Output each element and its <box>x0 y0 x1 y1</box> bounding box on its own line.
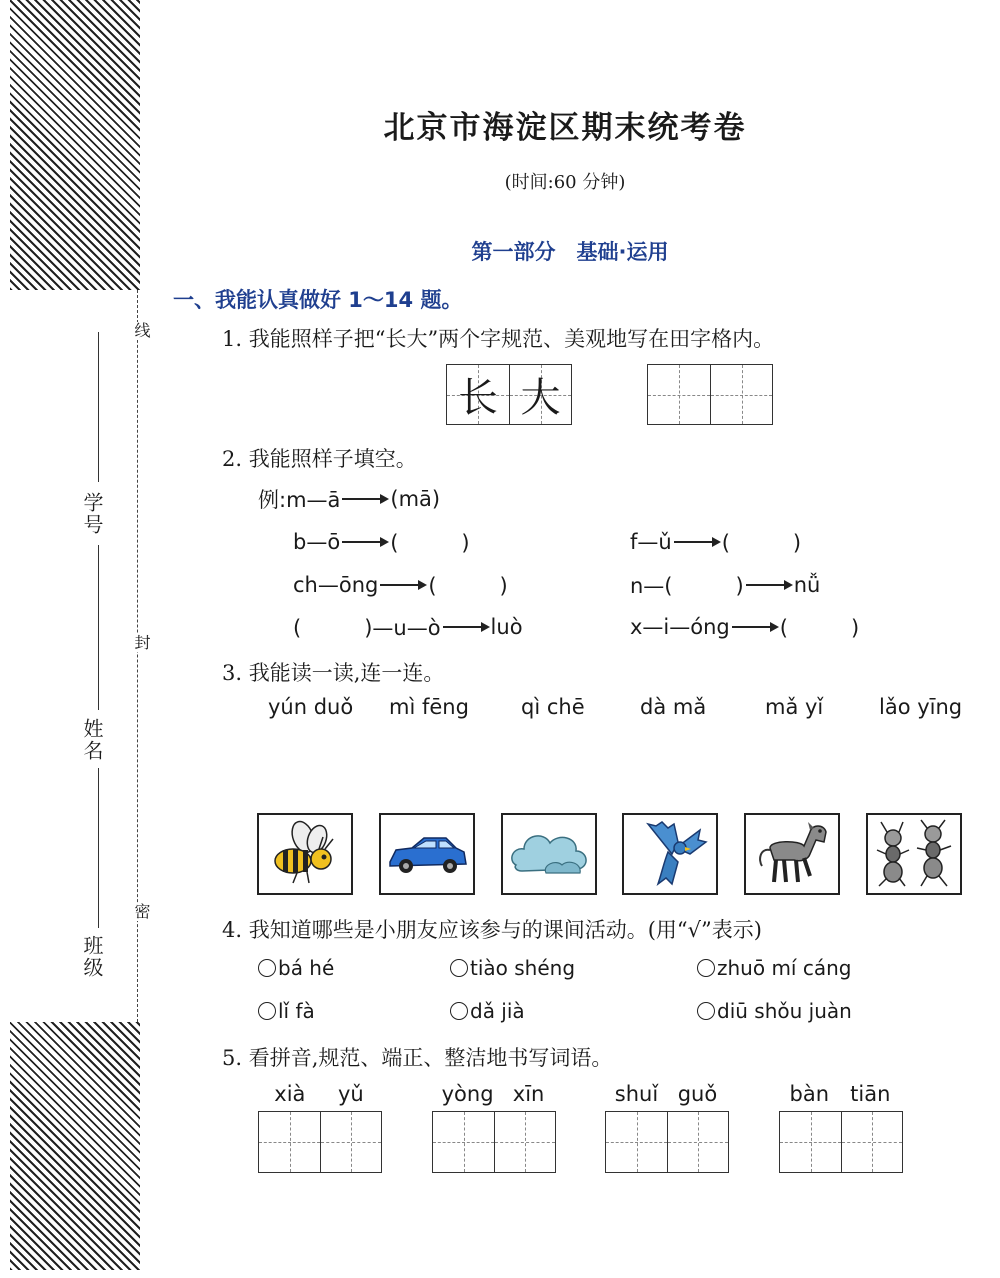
q2-item-1 <box>293 527 470 557</box>
q5-prompt: 5. 看拼音,规范、端正、整洁地书写词语。 <box>222 1046 613 1070</box>
student-id-blank[interactable] <box>98 332 99 482</box>
q3-pinyin-2[interactable]: mì fēng <box>389 695 469 719</box>
q4-option-2[interactable] <box>450 956 575 980</box>
margin-line-label: 线 <box>132 322 151 340</box>
q4-option-6[interactable] <box>697 999 852 1023</box>
q2-prompt: 2. 我能照样子填空。 <box>222 447 417 471</box>
q4-option-1-label: bá hé <box>278 956 335 980</box>
eagle-picture[interactable] <box>622 813 718 895</box>
q5-word-2-pinyin <box>432 1082 554 1106</box>
q5-word-4-syllable-2: tiān <box>850 1082 891 1106</box>
q4-option-5[interactable] <box>450 999 525 1023</box>
q4-option-6-label: diū shǒu juàn <box>717 999 852 1023</box>
ants-icon <box>871 818 957 890</box>
arrow-icon <box>744 573 794 597</box>
q5-word-1-grid[interactable] <box>258 1111 382 1173</box>
exam-time: (时间:60 分钟) <box>504 172 626 193</box>
q2-item-4 <box>630 570 820 600</box>
q5-word-3-grid[interactable] <box>605 1111 729 1173</box>
q2-item-5-right: luò <box>490 615 523 639</box>
answer-char-grid[interactable] <box>647 364 773 425</box>
cloud-icon <box>506 821 592 887</box>
bee-icon <box>263 819 347 889</box>
q2-item-3-left: ch—ōng <box>293 573 379 597</box>
q2-item-5-answer[interactable]: ( )—u—ò <box>293 616 441 640</box>
checkbox-circle-icon[interactable] <box>450 1002 468 1020</box>
checkbox-circle-icon[interactable] <box>258 959 276 977</box>
q5-word-1-pinyin <box>258 1082 380 1106</box>
bee-picture[interactable] <box>257 813 353 895</box>
class-label: 班级 <box>80 935 104 979</box>
q4-option-2-label: tiào shéng <box>470 956 576 980</box>
sample-char-2: 大 <box>520 375 561 421</box>
horse-picture[interactable] <box>744 813 840 895</box>
q3-pinyin-6[interactable]: lǎo yīng <box>879 695 963 719</box>
q5-word-4-grid[interactable] <box>779 1111 903 1173</box>
hatch-band-top <box>10 0 140 290</box>
q1-prompt: 1. 我能照样子把“长大”两个字规范、美观地写在田字格内。 <box>222 327 775 351</box>
ants-picture[interactable] <box>866 813 962 895</box>
car-icon <box>384 824 470 884</box>
exam-title: 北京市海淀区期末统考卷 <box>383 110 747 146</box>
q2-item-2-left: f—ǔ <box>630 530 672 554</box>
horse-icon <box>750 818 834 890</box>
sample-char-grid <box>446 364 572 425</box>
q2-item-3-answer[interactable]: ( ) <box>428 574 508 598</box>
hatch-band-bottom <box>10 1022 140 1270</box>
q4-option-4-label: lǐ fà <box>278 999 315 1023</box>
q4-option-1[interactable] <box>258 956 334 980</box>
name-blank[interactable] <box>98 545 99 710</box>
q3-pinyin-3[interactable]: qì chē <box>521 695 585 719</box>
q5-word-3-syllable-1: shuǐ <box>614 1082 659 1106</box>
example-result: (mā) <box>390 487 441 511</box>
q2-item-6-left: x—i—óng <box>630 615 730 639</box>
q2-item-4-answer[interactable]: n—( ) <box>630 574 744 598</box>
q5-word-3-syllable-2: guǒ <box>677 1082 718 1106</box>
q4-option-4[interactable] <box>258 999 315 1023</box>
q2-item-4-right: nǚ <box>793 573 821 597</box>
arrow-icon <box>441 615 491 639</box>
q5-word-2-syllable-2: xīn <box>512 1082 545 1106</box>
q2-item-6 <box>630 612 859 642</box>
q4-option-5-label: dǎ jià <box>470 999 525 1023</box>
student-id-label: 学号 <box>80 492 104 536</box>
margin-secret-label: 密 <box>132 903 151 921</box>
q4-prompt: 4. 我知道哪些是小朋友应该参与的课间活动。(用“√”表示) <box>222 918 762 942</box>
arrow-icon <box>730 615 780 639</box>
part-heading: 第一部分 基础·运用 <box>471 240 669 264</box>
q2-item-1-left: b—ō <box>293 530 341 554</box>
q3-pinyin-4[interactable]: dà mǎ <box>640 695 707 719</box>
example-left: 例:m—ā <box>258 488 341 512</box>
checkbox-circle-icon[interactable] <box>450 959 468 977</box>
checkbox-circle-icon[interactable] <box>697 1002 715 1020</box>
cloud-picture[interactable] <box>501 813 597 895</box>
arrow-icon <box>672 530 722 554</box>
q5-word-2-grid[interactable] <box>432 1111 556 1173</box>
q5-word-4-syllable-1: bàn <box>789 1082 830 1106</box>
sample-char-1: 长 <box>458 375 498 421</box>
class-blank[interactable] <box>98 768 99 928</box>
q5-word-1-syllable-1: xià <box>274 1082 306 1106</box>
q5-word-1-syllable-2: yǔ <box>337 1082 364 1106</box>
q3-pinyin-1[interactable]: yún duǒ <box>268 695 354 719</box>
name-label: 姓名 <box>80 718 104 762</box>
arrow-icon <box>340 487 390 511</box>
q3-prompt: 3. 我能读一读,连一连。 <box>222 661 445 685</box>
q4-option-3-label: zhuō mí cáng <box>717 956 852 980</box>
q2-item-5 <box>293 612 523 642</box>
q2-example <box>258 484 440 514</box>
q2-item-6-answer[interactable]: ( ) <box>779 616 860 640</box>
q5-word-2-syllable-1: yòng <box>441 1082 494 1106</box>
q5-word-4-pinyin <box>779 1082 901 1106</box>
q5-word-3-pinyin <box>605 1082 727 1106</box>
checkbox-circle-icon[interactable] <box>258 1002 276 1020</box>
eagle-icon <box>628 818 712 890</box>
section-heading: 一、我能认真做好 1～14 题。 <box>173 288 463 312</box>
q3-pinyin-5[interactable]: mǎ yǐ <box>765 695 824 719</box>
q2-item-2 <box>630 527 801 557</box>
q2-item-2-answer[interactable]: ( ) <box>721 531 802 555</box>
checkbox-circle-icon[interactable] <box>697 959 715 977</box>
margin-seal-label: 封 <box>132 634 151 652</box>
arrow-icon <box>340 530 390 554</box>
q2-item-3 <box>293 570 508 600</box>
q2-item-1-answer[interactable]: ( ) <box>390 531 470 555</box>
q4-option-3[interactable] <box>697 956 851 980</box>
car-picture[interactable] <box>379 813 475 895</box>
arrow-icon <box>378 573 428 597</box>
